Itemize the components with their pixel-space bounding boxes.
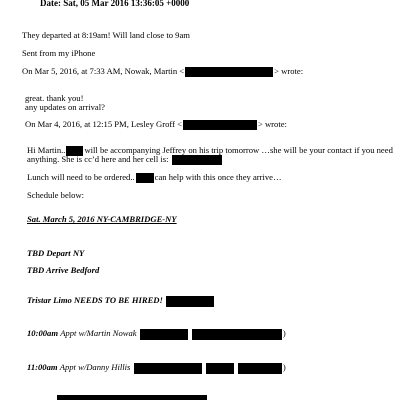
redacted-email-groff xyxy=(183,120,257,130)
lunch-prefix: Lunch will need to be ordered.. xyxy=(27,172,135,182)
redacted-email-nowak xyxy=(185,67,273,77)
quote2-header xyxy=(25,119,287,130)
schedule-below: Schedule below: xyxy=(27,190,85,200)
quote2-prefix: On Mar 4, 2016, at 12:15 PM, Lesley Groff < xyxy=(25,119,182,129)
date-header xyxy=(40,0,189,8)
redacted-cell-number xyxy=(172,155,222,165)
appt2-close: ) xyxy=(282,362,286,372)
hi-after: will be accompanying Jeffrey on his trip tomorrow …she will be your contact if you need xyxy=(84,145,393,155)
tbd-arrive: TBD Arrive Bedford xyxy=(27,265,100,275)
appt1-text: Appt w/Martin Nowak xyxy=(60,328,137,338)
quote2-suffix: > wrote: xyxy=(257,119,287,129)
reply-departed: They departed at 8:19am! Will land close to 9am xyxy=(22,30,190,40)
appt2-text: Appt w/Danny Hillis xyxy=(59,362,131,372)
sent-from-iphone: Sent from my iPhone xyxy=(22,48,96,58)
lunch-after: can help with this once they arrive… xyxy=(154,172,282,182)
redacted-appt3-partial xyxy=(57,395,207,400)
lunch-line xyxy=(27,172,282,183)
hi-martin-line2 xyxy=(27,154,223,165)
quote1-prefix: On Mar 5, 2016, at 7:33 AM, Nowak, Martin < xyxy=(22,66,185,76)
redacted-appt2-location xyxy=(134,363,202,374)
appt2-time: 11:00am xyxy=(27,362,58,372)
tristar-line xyxy=(27,295,215,307)
appt1-line xyxy=(27,328,286,340)
appt1-close: ) xyxy=(282,328,286,338)
date-value: Sat, 05 Mar 2016 13:36:05 +0000 xyxy=(63,0,190,8)
redacted-appt1-location xyxy=(140,329,188,340)
redacted-appt2-detail xyxy=(206,363,234,374)
redacted-appt1-contact xyxy=(192,329,282,340)
reply-thanks: great. thank you! xyxy=(25,93,84,103)
tbd-depart: TBD Depart NY xyxy=(27,248,85,258)
appt1-time: 10:00am xyxy=(27,328,59,338)
date-label: Date: xyxy=(40,0,61,8)
appt3-cutoff xyxy=(27,394,208,400)
hi-prefix: Hi Martin.. xyxy=(27,145,66,155)
redacted-name-2 xyxy=(136,173,154,183)
redacted-tristar-info xyxy=(166,296,214,307)
appt2-line xyxy=(27,362,286,374)
reply-updates: any updates on arrival? xyxy=(25,102,105,112)
quote1-header xyxy=(22,66,303,77)
schedule-heading: Sat. March 5, 2016 NY-CAMBRIDGE-NY xyxy=(27,214,177,224)
hi-line2-prefix: anything. She is cc’d here and her cell is: xyxy=(27,154,169,164)
redacted-appt2-contact xyxy=(238,363,282,374)
tristar-text: Tristar Limo NEEDS TO BE HIRED! xyxy=(27,295,163,305)
quote1-suffix: > wrote: xyxy=(274,66,304,76)
